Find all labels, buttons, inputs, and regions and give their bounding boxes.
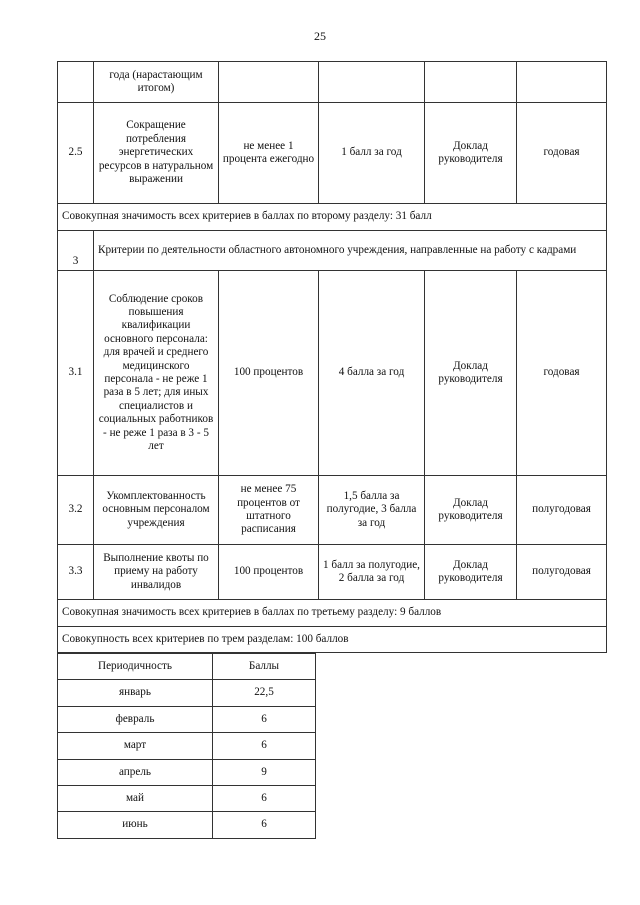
criterion-value: 100 процентов — [219, 545, 319, 600]
table-row — [58, 103, 607, 204]
criterion-number: 3.3 — [58, 545, 94, 600]
criterion-score: 1 балл за год — [319, 103, 425, 204]
period-points: 6 — [213, 733, 316, 759]
periodicity-table — [57, 653, 316, 839]
grand-total: Совокупность всех критериев по трем разделам: 100 баллов — [58, 627, 607, 653]
criterion-source: Доклад руководителя — [425, 476, 517, 545]
criterion-number: 2.5 — [58, 103, 94, 204]
table-row — [58, 785, 316, 811]
table-row — [58, 62, 607, 103]
period-points: 6 — [213, 785, 316, 811]
table-row — [58, 706, 316, 732]
criterion-number: 3.1 — [58, 271, 94, 476]
criterion-source: Доклад руководителя — [425, 545, 517, 600]
table-row — [58, 545, 607, 600]
criterion-source — [425, 62, 517, 103]
criterion-period: годовая — [517, 271, 607, 476]
section-number: 3 — [58, 231, 94, 271]
period-month: май — [58, 785, 213, 811]
period-month: январь — [58, 680, 213, 706]
criterion-score — [319, 62, 425, 103]
criterion-score: 1 балл за полугодие, 2 балла за год — [319, 545, 425, 600]
period-points: 9 — [213, 759, 316, 785]
criterion-score: 1,5 балла за полугодие, 3 балла за год — [319, 476, 425, 545]
criterion-source: Доклад руководителя — [425, 103, 517, 204]
header-points: Баллы — [213, 654, 316, 680]
section2-total: Совокупная значимость всех критериев в баллах по второму разделу: 31 балл — [58, 204, 607, 231]
section-total-row — [58, 600, 607, 627]
criterion-value: 100 процентов — [219, 271, 319, 476]
criterion-value: не менее 1 процента ежегодно — [219, 103, 319, 204]
criterion-period: полугодовая — [517, 476, 607, 545]
header-period: Периодичность — [58, 654, 213, 680]
grand-total-row — [58, 627, 607, 653]
criterion-name: Выполнение квоты по приему на работу инвалидов — [94, 545, 219, 600]
section3-total: Совокупная значимость всех критериев в баллах по третьему разделу: 9 баллов — [58, 600, 607, 627]
section-total-row — [58, 204, 607, 231]
period-points: 22,5 — [213, 680, 316, 706]
period-points: 6 — [213, 706, 316, 732]
criterion-name: Укомплектованность основным персоналом учреждения — [94, 476, 219, 545]
table-row — [58, 271, 607, 476]
period-month: апрель — [58, 759, 213, 785]
table-row — [58, 759, 316, 785]
criterion-period — [517, 62, 607, 103]
table-row — [58, 476, 607, 545]
criterion-source: Доклад руководителя — [425, 271, 517, 476]
criterion-value: не менее 75 процентов от штатного расписания — [219, 476, 319, 545]
criterion-score: 4 балла за год — [319, 271, 425, 476]
section-title: Критерии по деятельности областного автономного учреждения, направленные на работу с кадрами — [94, 231, 607, 271]
criterion-period: полугодовая — [517, 545, 607, 600]
period-points: 6 — [213, 812, 316, 838]
criterion-number — [58, 62, 94, 103]
criterion-name: года (нарастающим итогом) — [94, 62, 219, 103]
criterion-value — [219, 62, 319, 103]
criterion-number: 3.2 — [58, 476, 94, 545]
criterion-name: Соблюдение сроков повышения квалификации основного персонала: для врачей и среднего медицинского персонала - не реже 1 раза в 5 лет; для иных специалистов и социальных работников - не реже 1 раза в 3 - 5 лет — [94, 271, 219, 476]
page-number: 25 — [314, 29, 326, 43]
section-header-row — [58, 231, 607, 271]
table-row — [58, 733, 316, 759]
criterion-name: Сокращение потребления энергетических ресурсов в натуральном выражении — [94, 103, 219, 204]
table-row — [58, 812, 316, 838]
criteria-table — [57, 61, 607, 653]
criterion-period: годовая — [517, 103, 607, 204]
period-month: июнь — [58, 812, 213, 838]
period-month: февраль — [58, 706, 213, 732]
period-month: март — [58, 733, 213, 759]
table-row — [58, 680, 316, 706]
table-header-row — [58, 654, 316, 680]
